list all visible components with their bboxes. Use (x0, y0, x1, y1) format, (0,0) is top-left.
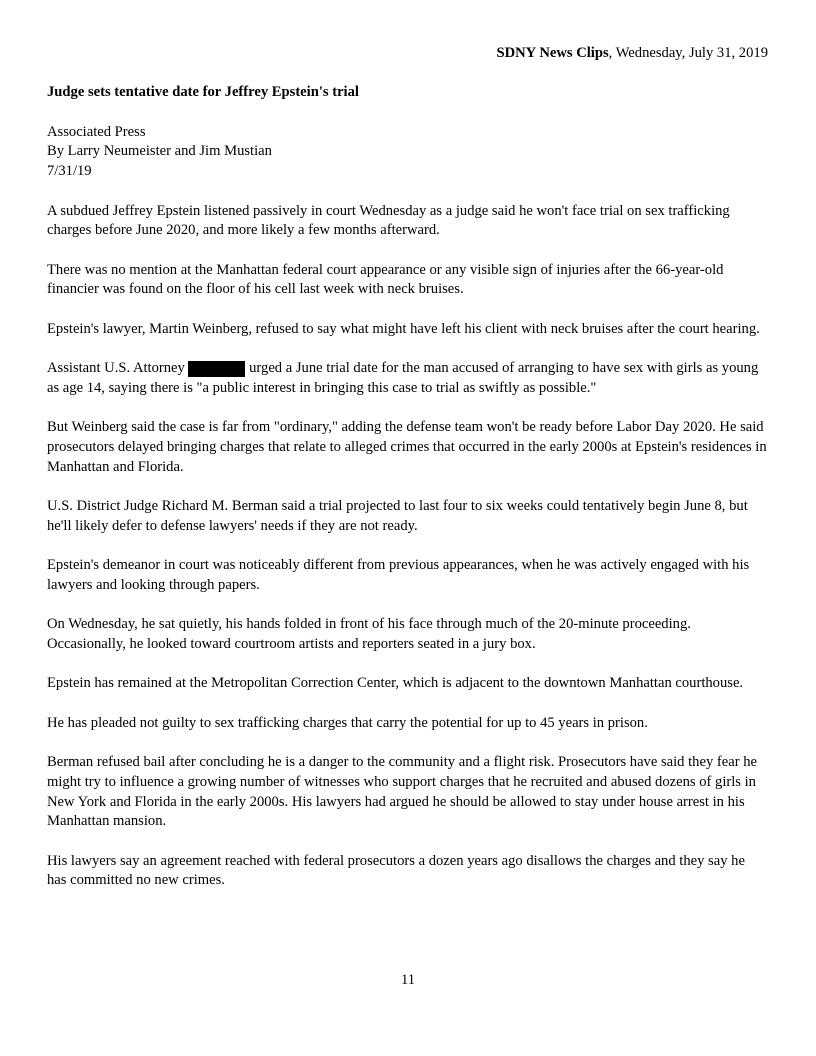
paragraph: A subdued Jeffrey Epstein listened passively in court Wednesday as a judge said he won't face trial on sex trafficking charges before June 2020, and more likely a few months afterward. (47, 202, 730, 239)
paragraph: But Weinberg said the case is far from "ordinary," adding the defense team won't be ready before Labor Day 2020. He said prosecutors delayed bringing charges that relate to alleged crimes that occurred in the early 2000s at Epstein's residences in Manhattan and Florida. (47, 419, 767, 475)
document-header (47, 44, 768, 64)
article-headline: Judge sets tentative date for Jeffrey Epstein's trial (47, 84, 359, 101)
paragraph: Epstein's demeanor in court was noticeably different from previous appearances, when he was actively engaged with his lawyers and looking through papers. (47, 557, 750, 593)
paragraph: Epstein's lawyer, Martin Weinberg, refused to say what might have left his client with neck bruises after the court hearing. (47, 320, 760, 337)
byline-date: 7/31/19 (47, 163, 92, 180)
paragraph-with-redaction (47, 359, 768, 398)
paragraph: There was no mention at the Manhattan federal court appearance or any visible sign of injuries after the 66-year-old financier was found on the floor of his cell last week with neck bruises. (47, 261, 724, 298)
redaction-box (188, 361, 245, 377)
paragraph: On Wednesday, he sat quietly, his hands folded in front of his face through much of the 20-minute proceeding. Occasionally, he looked toward courtroom artists and reporters seated in a jury box. (47, 616, 691, 652)
paragraph-text-after-redaction: urged a June trial date for the man accused of arranging to have sex with girls as young as age 14, saying there is "a public interest in bringing this case to trial as swiftly as possible." (47, 360, 759, 396)
header-date: , Wednesday, July 31, 2019 (608, 45, 768, 61)
paragraph: U.S. District Judge Richard M. Berman said a trial projected to last four to six weeks could tentatively begin June 8, but he'll likely defer to defense lawyers' needs if they are not ready. (47, 498, 748, 534)
paragraph: He has pleaded not guilty to sex trafficking charges that carry the potential for up to 45 years in prison. (47, 714, 648, 731)
paragraph-text-before-redaction: Assistant U.S. Attorney (47, 360, 189, 377)
paragraph: Berman refused bail after concluding he is a danger to the community and a flight risk. Prosecutors have said they fear he might try to influence a growing number of witnesses who support charges that he recruited and abused dozens of girls in New York and Florida in the early 2000s. His lawyers had argued he should be allowed to stay under house arrest in his Manhattan mansion. (47, 754, 757, 830)
paragraph: Epstein has remained at the Metropolitan Correction Center, which is adjacent to the downtown Manhattan courthouse. (47, 675, 744, 692)
byline-source: Associated Press (47, 123, 146, 140)
header-title: SDNY News Clips (496, 45, 609, 61)
paragraph: His lawyers say an agreement reached with federal prosecutors a dozen years ago disallows the charges and they say he has committed no new crimes. (47, 852, 745, 889)
byline-authors: By Larry Neumeister and Jim Mustian (47, 143, 272, 160)
page-number: 11 (400, 972, 416, 988)
article-byline (47, 123, 768, 182)
